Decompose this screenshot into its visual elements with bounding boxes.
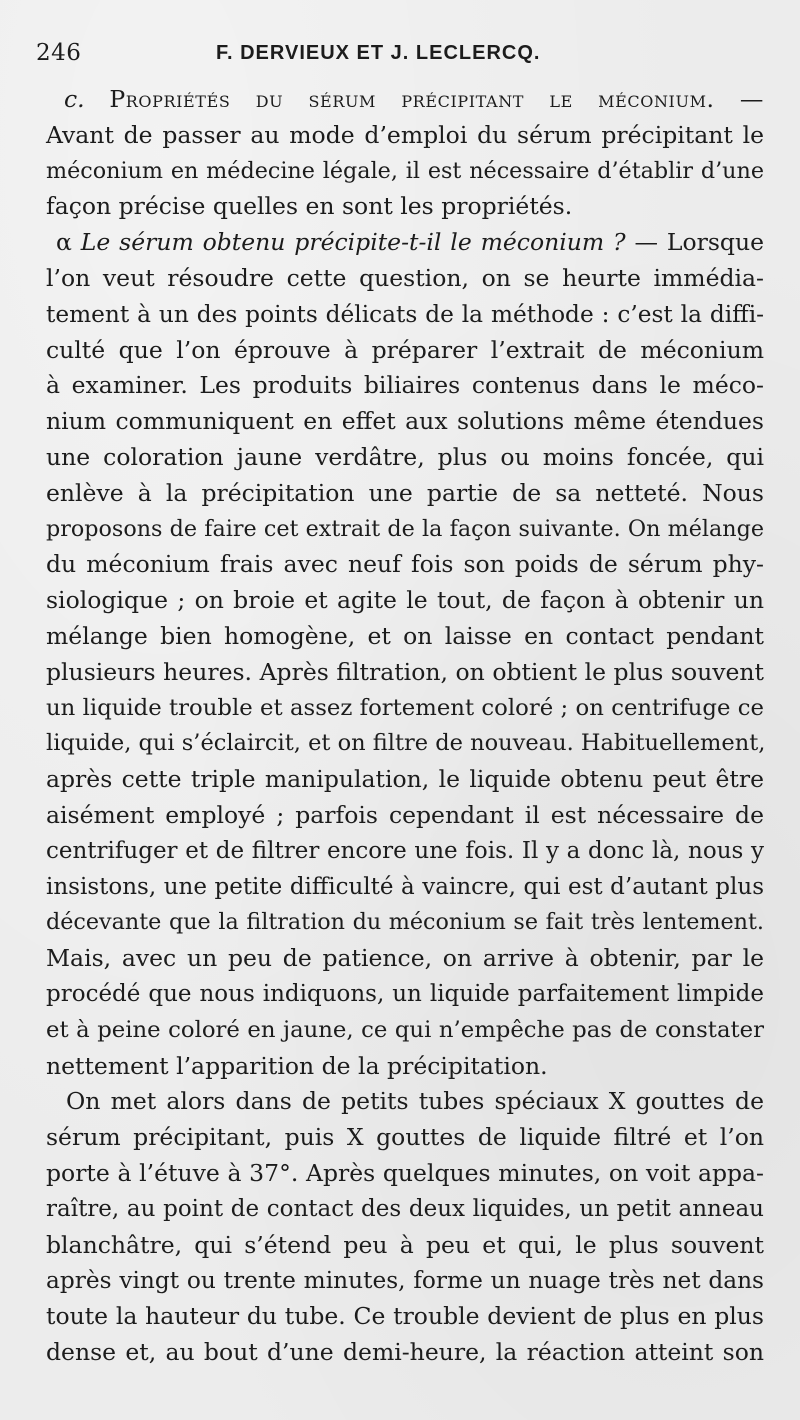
text-line: une coloration jaune verdâtre, plus ou moins foncée, qui	[46, 442, 764, 471]
text-line: On met alors dans de petits tubes spéciaux X gouttes de	[66, 1087, 764, 1116]
section-heading	[46, 82, 764, 118]
text-line: procédé que nous indiquons, un liquide parfaitement limpide	[46, 980, 764, 1007]
text-line: après vingt ou trente minutes, forme un nuage très net dans	[46, 1267, 764, 1295]
text-line: centrifuger et de filtrer encore une fois. Il y a donc là, nous y	[46, 837, 764, 864]
text-line: tement à un des points délicats de la méthode : c’est la diffi-	[46, 300, 764, 328]
text-line: plusieurs heures. Après filtration, on obtient le plus souvent	[46, 657, 764, 686]
text-line: nettement l’apparition de la précipitation.	[46, 1051, 548, 1080]
text-line: siologique ; on broie et agite le tout, de façon à obtenir un	[46, 586, 764, 615]
text-line: nium communiquent en effet aux solutions même étendues	[46, 407, 764, 436]
text-line: l’on veut résoudre cette question, on se heurte immédia-	[46, 263, 764, 292]
alpha-question: Le sérum obtenu précipite-t-il le méconium ?	[80, 228, 626, 257]
page-number: 246	[36, 40, 82, 66]
text-line: après cette triple manipulation, le liquide obtenu peut être	[46, 765, 764, 794]
text-line: culté que l’on éprouve à préparer l’extrait de méconium	[46, 335, 764, 364]
text-line: toute la hauteur du tube. Ce trouble devient de plus en plus	[46, 1302, 764, 1331]
alpha-rest: — Lorsque	[625, 228, 765, 257]
text-line: du méconium frais avec neuf fois son poids de sérum phy-	[46, 550, 764, 579]
text-line: façon précise quelles en sont les propriétés.	[46, 192, 573, 221]
text-line: raître, au point de contact des deux liquides, un petit anneau	[46, 1195, 764, 1222]
text-line: mélange bien homogène, et on laisse en contact pendant	[46, 621, 764, 650]
text-line: et à peine coloré en jaune, ce qui n’empêche pas de constater	[46, 1016, 764, 1043]
text-line: porte à l’étuve à 37°. Après quelques minutes, on voit appa-	[46, 1158, 764, 1187]
alpha-heading	[46, 225, 764, 261]
text-line: méconium en médecine légale, il est nécessaire d’établir d’une	[46, 157, 764, 184]
text-line: sérum précipitant, puis X gouttes de liquide filtré et l’on	[46, 1123, 764, 1152]
text-line: proposons de faire cet extrait de la façon suivante. On mélange	[46, 515, 764, 542]
text-line: blanchâtre, qui s’étend peu à peu et qui, le plus souvent	[46, 1230, 764, 1259]
page-header	[36, 38, 764, 68]
text-line: décevante que la filtration du méconium se fait très lentement.	[46, 909, 764, 936]
text-line: un liquide trouble et assez fortement coloré ; on centrifuge ce	[46, 694, 764, 721]
text-line: liquide, qui s’éclaircit, et on filtre de nouveau. Habituellement,	[46, 730, 766, 757]
running-head: F. DERVIEUX ET J. LECLERCQ.	[216, 42, 541, 64]
text-line: dense et, au bout d’une demi-heure, la réaction atteint son	[46, 1337, 764, 1366]
text-line: à examiner. Les produits biliaires contenus dans le méco-	[46, 371, 764, 400]
text-line: insistons, une petite difficulté à vaincre, qui est d’autant plus	[46, 873, 764, 900]
section-heading-title: Propriétés du sérum précipitant le méconium. —	[109, 85, 764, 113]
section-heading-prefix: c.	[64, 85, 110, 113]
text-line: enlève à la précipitation une partie de sa netteté. Nous	[46, 478, 764, 507]
text-line: Avant de passer au mode d’emploi du sérum précipitant le	[46, 120, 764, 149]
body-text	[46, 82, 764, 1371]
text-line: aisément employé ; parfois cependant il est nécessaire de	[46, 800, 764, 829]
text-line: Mais, avec un peu de patience, on arrive à obtenir, par le	[46, 944, 764, 973]
alpha-marker: α	[56, 228, 81, 257]
